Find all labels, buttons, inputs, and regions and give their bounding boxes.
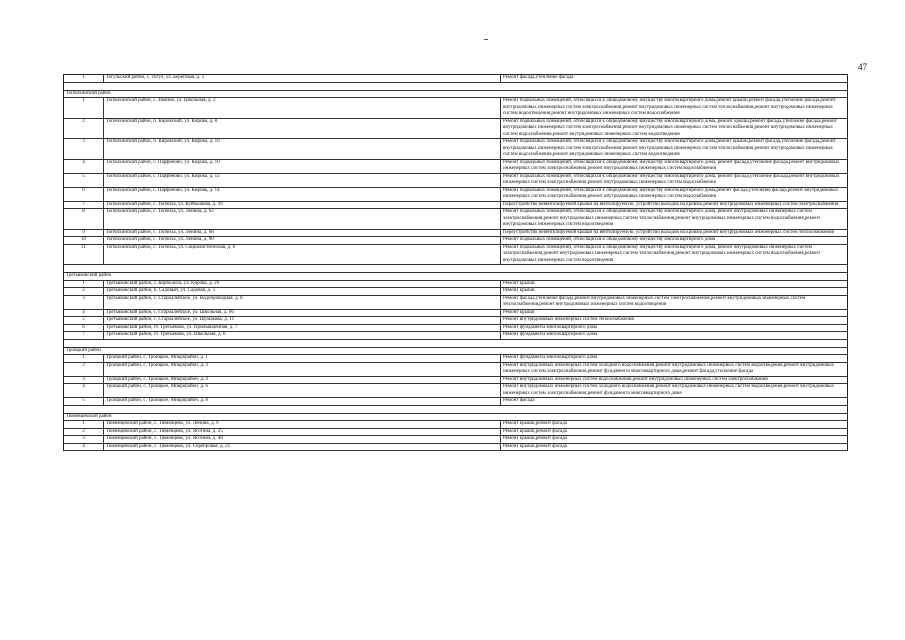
section-gap: [64, 340, 847, 348]
table-row: [64, 355, 847, 363]
district-header: [64, 91, 847, 99]
section-gap: [64, 83, 847, 91]
page-number: 47: [858, 62, 867, 72]
table-row: [64, 98, 847, 119]
row-work-types: Ремонт подвальных помещений, относящихся к общедомовому имуществу многоквартирного дома,ремонт крыши,ремонт фасада,утепление фасада,ремонт внутридомовых инженерных систем электроснабжения,ремонт внутридомовых инженерных систем теплоснабжения,ремонт внутридомовых инженерных систем водоотведения,ремонт внутридомовых инженерных систем водоснабжения: [503, 98, 836, 116]
row-address: Тюменцевский район, с. Тюменцево, ул. Яготина, д. 40: [104, 436, 501, 443]
row-address: Третьяковский район, с. Староалейское, ул. Шумакова, д. 11: [104, 317, 501, 324]
row-address: Топчихинский район, с. Парфёново, ул. Кирова, д. 14: [104, 188, 501, 201]
row-number: 9: [64, 230, 104, 237]
table-row: [64, 75, 847, 83]
row-work-types: Ремонт крыши,ремонт фасада: [503, 443, 567, 449]
row-address: Троицкий район, с. Троицкое, Микрорайон, д. 6: [104, 384, 501, 397]
row-work-types: Ремонт подвальных помещений, относящихся к общедомовому имуществу многоквартирного дома, ремонт фасада,утепление фасада,ремонт внутридомовых инженерных систем электроснабжения,ремонт внутридомовых инженерных систем водоснабжения: [503, 159, 840, 171]
district-header: [64, 273, 847, 281]
row-number: 11: [64, 245, 104, 265]
row-work-types: Ремонт крыши,ремонт фасада: [503, 421, 567, 426]
row-address: Топчихинский район, с. Топчиха, ул. Куйбышева, д. 39: [104, 202, 501, 209]
row-address: Троицкий район, с. Троицкое, Микрорайон, д. 1: [104, 355, 501, 362]
row-address: Топчихинский район, с. Топчиха, ул. Ленина, д. 68: [104, 230, 501, 237]
scan-mark: [484, 39, 488, 40]
table-row: [64, 332, 847, 340]
row-number: 5: [64, 317, 104, 324]
row-address: Третьяковский район, п. Садовый, ул. Садовая, д. 5: [104, 288, 501, 295]
row-work-types: Ремонт фундамента многоквартирного дома: [503, 324, 598, 330]
district-title: Третьяковский район: [66, 273, 112, 278]
row-number: 3: [64, 436, 104, 443]
row-work-types: Ремонт крыши: [503, 288, 535, 293]
district-title: Троицкий район: [66, 347, 101, 353]
row-number: 1: [64, 98, 104, 118]
row-work-types: Ремонт фундамента многоквартирного дома: [503, 355, 598, 360]
row-address: Тюменцевский район, с. Тюменцево, ул. Яготина, д. 25: [104, 429, 501, 436]
table-row: [64, 174, 847, 188]
row-address: Топчихинский район, с. Парфёново, ул. Кирова, д. 10: [104, 160, 501, 173]
row-number: 5: [64, 398, 104, 405]
table-row: [64, 230, 847, 238]
table-row: [64, 317, 847, 325]
row-work-types: Ремонт подвальных помещений, относящихся к общедомовому имуществу многоквартирного дома: [503, 237, 716, 242]
table-row: [64, 139, 847, 160]
row-address: Топчихинский район, п. Кировский, ул. Кирова, д. 8: [104, 119, 501, 139]
row-work-types: Ремонт фасада,утепление фасада: [503, 75, 574, 80]
row-address: Третьяковский район, ст. Третьяково, ул. Промышленная, д. 7: [104, 325, 501, 332]
row-number: 3: [64, 377, 104, 384]
row-address: Тюменцевский район, с. Тюменцево, ул. Ленина, д. 6: [104, 421, 501, 428]
row-address: Третьяковский район, с. Староалейское, ул. Водопроводная, д. 8: [104, 296, 501, 309]
row-address: Топчихинский район, с. Топчиха, ул. Ленина, д. 90: [104, 237, 501, 244]
table-row: [64, 325, 847, 333]
row-number: 10: [64, 237, 104, 244]
row-work-types: Ремонт подвальных помещений, относящихся к общедомовому имуществу многоквартирного дома, ремонт внутридомовых инженерных систем электроснабжения,ремонт внутридомовых инженерных систем теплоснабжения,ремонт внутридомовых инженерных систем водоснабжения,ремонт внутридомовых инженерных систем водоотведения: [503, 244, 821, 263]
table-row: [64, 288, 847, 296]
row-number: 2: [64, 429, 104, 436]
row-work-types: Ремонт фасада: [503, 398, 535, 403]
row-number: 6: [64, 325, 104, 332]
row-number: 4: [64, 384, 104, 397]
row-work-types: Ремонт крыши: [503, 309, 535, 315]
row-number: 2: [64, 363, 104, 376]
row-work-types: Переустройство невентилируемой крыши на вентилируемую, устройство выходов на кровлю,ремонт внутридомовых инженерных систем электроснабжения: [503, 201, 839, 207]
row-number: 7: [64, 332, 104, 339]
row-number: 6: [64, 188, 104, 201]
row-work-types: Ремонт подвальных помещений, относящихся к общедомовому имуществу многоквартирного дома, ремонт внутридомовых инженерных систем электроснабжения,ремонт внутридомовых инженерных систем теплоснабжения,ремонт внутридомовых инженерных систем водоснабжения,ремонт внутридомовых инженерных систем водоотведения: [503, 209, 821, 227]
row-work-types: Переустройство невентилируемой крыши на вентилируемую, устройство выходов на кровлю,ремонт внутридомовых инженерных систем теплоснабжения: [503, 229, 834, 235]
table-row: [64, 202, 847, 210]
table-row: [64, 310, 847, 318]
table-row: [64, 188, 847, 202]
row-work-types: Ремонт фасада,утепление фасада,ремонт внутридомовых инженерных систем электроснабжения,ремонт внутридомовых инженерных систем теплоснабжения,ремонт внутридомовых инженерных систем водоотведения: [503, 295, 806, 307]
table-row: [64, 398, 847, 406]
row-number: 1: [64, 281, 104, 288]
section-gap: [64, 265, 847, 273]
row-work-types: Ремонт крыши,ремонт фасада: [503, 428, 567, 434]
row-work-types: Ремонт подвальных помещений, относящихся к общедомовому имуществу многоквартирного дома, ремонт крыши,ремонт фасада,утепление фасада,ремонт внутридомовых инженерных систем электроснабжения,ремонт внутридомовых инженерных систем теплоснабжения,ремонт внутридомовых инженерных систем водоснабжения,ремонт внутридомовых инженерных систем водоотведения: [503, 118, 837, 137]
row-work-types: Ремонт подвальных помещений, относящихся к общедомовому имуществу многоквартирного дома,ремонт крыши,ремонт фасада,утепление фасада,ремонт внутридомовых инженерных систем электроснабжения,ремонт внутридомовых инженерных систем теплоснабжения,ремонт внутридомовых инженерных систем водоснабжения,ремонт внутридомовых инженерных систем водоотведения: [503, 139, 836, 157]
row-number: 1: [64, 421, 104, 428]
row-work-types: Ремонт крыши: [503, 280, 535, 286]
row-number: 4: [64, 444, 104, 451]
row-work-types: Ремонт внутридомовых инженерных систем теплоснабжения: [503, 317, 634, 322]
row-number: 4: [64, 310, 104, 317]
work-list-table: [63, 74, 848, 451]
district-header: [64, 348, 847, 356]
row-work-types: Ремонт внутридомовых инженерных систем водоснабжения,ремонт внутридомовых инженерных систем электроснабжения: [503, 376, 768, 382]
district-title: Топчихинский район: [66, 90, 111, 96]
table-row: [64, 436, 847, 444]
table-row: [64, 421, 847, 429]
row-address: Топчихинский район, с. Парфёново, ул. Кирова, д. 12: [104, 174, 501, 187]
table-row: [64, 245, 847, 266]
row-address: Троицкий район, с. Троицкое, Микрорайон, д. 3: [104, 363, 501, 376]
row-number: 4: [64, 160, 104, 173]
row-address: Топчихинский район, п. Кировский, ул. Кирова, д. 10: [104, 139, 501, 159]
table-row: [64, 160, 847, 174]
table-row: [64, 119, 847, 140]
row-work-types: Ремонт подвальных помещений, относящихся к общедомовому имуществу многоквартирного дома,ремонт фасада,утепление фасада,ремонт внутридомовых инженерных систем электроснабжения,ремонт внутридомовых инженерных систем водоснабжения: [503, 187, 839, 199]
row-address: Третьяковский район, ст. Третьяково, ул. Школьная, д. 6: [104, 332, 501, 339]
row-number: 5: [64, 174, 104, 187]
table-row: [64, 281, 847, 289]
row-work-types: Ремонт подвальных помещений, относящихся к общедомовому имуществу многоквартирного дома, ремонт фасада,утепление фасада,ремонт внутридомовых инженерных систем электроснабжения,ремонт внутридомовых инженерных систем водоснабжения: [503, 173, 840, 185]
table-row: [64, 209, 847, 230]
row-address: Третьяковский район, с. Корболиха, ул. Кирова, д. 29: [104, 281, 501, 288]
row-address: Тюменцевский район, с. Тюменцево, ул. Серебровая, д. 21: [104, 444, 501, 451]
section-gap: [64, 406, 847, 414]
table-row: [64, 384, 847, 398]
row-number: 3: [64, 139, 104, 159]
row-number: 8: [64, 209, 104, 229]
row-address: Троицкий район, с. Троицкое, Микрорайон, д. 4: [104, 377, 501, 384]
row-address: Тогульский район, с. Тогул, ул. Береговая, д. 1: [104, 75, 501, 82]
row-number: 3: [64, 296, 104, 309]
district-title: Тюменцевский район: [66, 413, 112, 419]
district-header: [64, 414, 847, 422]
row-number: 2: [64, 288, 104, 295]
row-work-types: Ремонт фундамента многоквартирного дома: [503, 332, 598, 337]
table-row: [64, 444, 847, 452]
row-number: 1: [64, 355, 104, 362]
row-work-types: Ремонт внутридомовых инженерных систем холодного водоснабжения,ремонт внутридомовых инженерных систем водоотведения,ремонт внутридомовых инженерных систем электроснабжения,ремонт фундамента многоквартирного дома: [503, 384, 835, 396]
row-address: Топчихинский район, с. Топчиха, ул. Социалистическая, д. 6: [104, 245, 501, 265]
table-row: [64, 237, 847, 245]
row-work-types: Ремонт крыши,ремонт фасада: [503, 436, 567, 441]
row-number: 7: [64, 202, 104, 209]
table-row: [64, 377, 847, 385]
row-number: 2: [64, 119, 104, 139]
table-row: [64, 363, 847, 377]
row-work-types: Ремонт внутридомовых инженерных систем холодного водоснабжения,ремонт внутридомовых инженерных систем водоотведения,ремонт внутридомовых инженерных систем электроснабжения,ремонт фундамента многоквартирного дома,ремонт фасада,утепление фасада: [503, 362, 835, 374]
row-address: Троицкий район, с. Троицкое, Микрорайон, д. 8: [104, 398, 501, 405]
row-address: Топчихинский район, с. Зимино, ул. Школьная, д. 2: [104, 98, 501, 118]
row-address: Третьяковский район, с. Староалейское, ул. Школьная, д. 66: [104, 310, 501, 317]
row-number: 1: [64, 75, 104, 82]
row-address: Топчихинский район, с. Топчиха, ул. Ленина, д. 62: [104, 209, 501, 229]
table-row: [64, 429, 847, 437]
table-row: [64, 296, 847, 310]
